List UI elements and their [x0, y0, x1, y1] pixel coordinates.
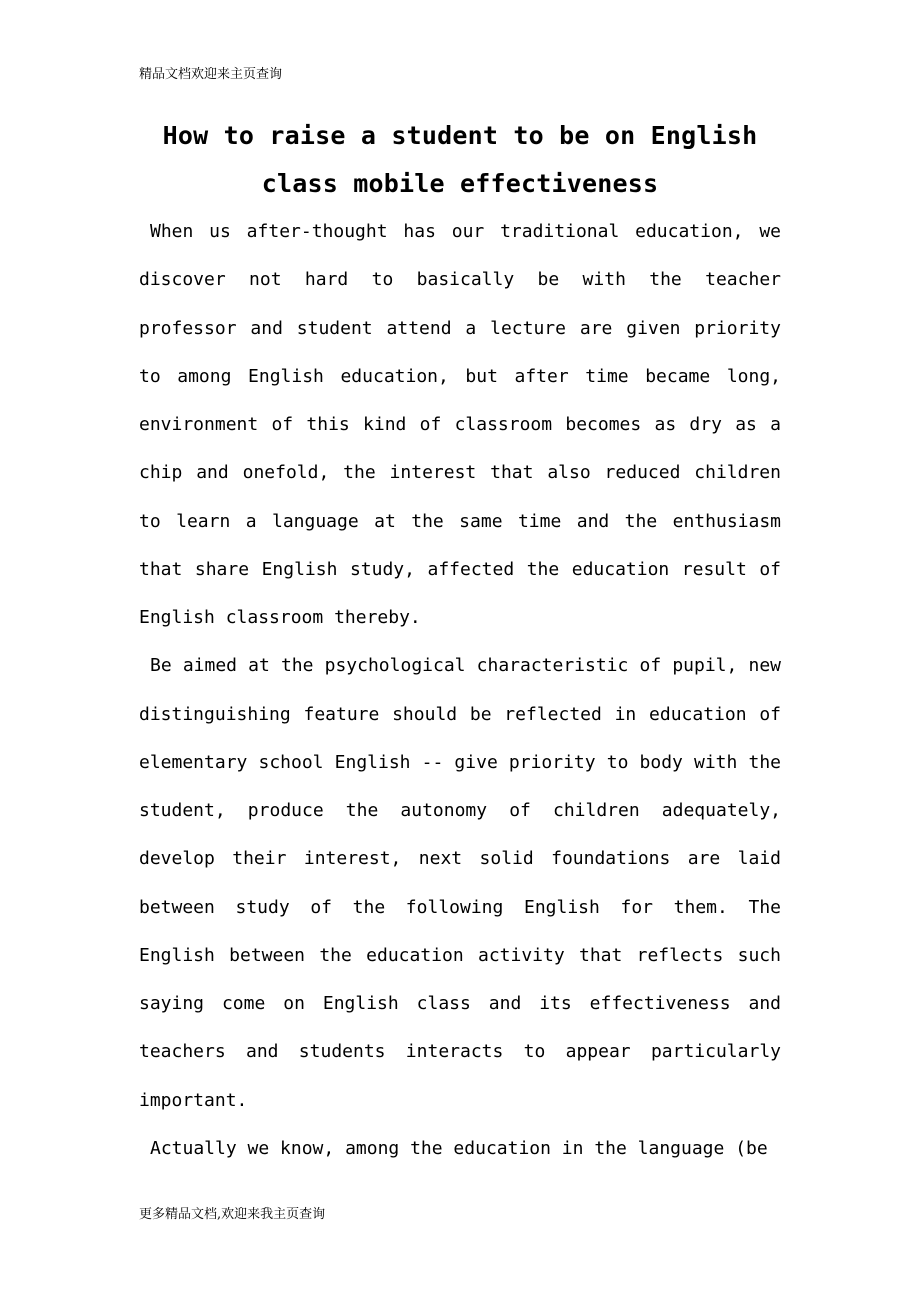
- paragraph-2: Be aimed at the psychological characteristic of pupil, new distinguishing feature should be reflected in education of elementary school English -- give priority to body with the student, produce the autonomy of children adequately, develop their interest, next solid foundations are laid between study of the following English for them. The English between the education activity that reflects such saying come on English class and its effectiveness and teachers and students interacts to appear particularly important.: [139, 655, 781, 1111]
- page-footer-note: 更多精品文档,欢迎来我主页查询: [139, 1207, 326, 1222]
- paragraph-1: When us after-thought has our traditional education, we discover not hard to basically be with the teacher professor and student attend a lecture are given priority to among English education, but after time became long, environment of this kind of classroom becomes as dry as a chip and onefold, the interest that also reduced children to learn a language at the same time and the enthusiasm that share English study, affected the education result of English classroom thereby.: [139, 221, 781, 628]
- page-header-note: 精品文档欢迎来主页查询: [139, 67, 283, 82]
- paragraph-3: Actually we know, among the education in the language (be: [150, 1137, 768, 1159]
- document-title: How to raise a student to be on English class mobile effectiveness: [162, 121, 758, 198]
- document-body: [139, 208, 781, 1173]
